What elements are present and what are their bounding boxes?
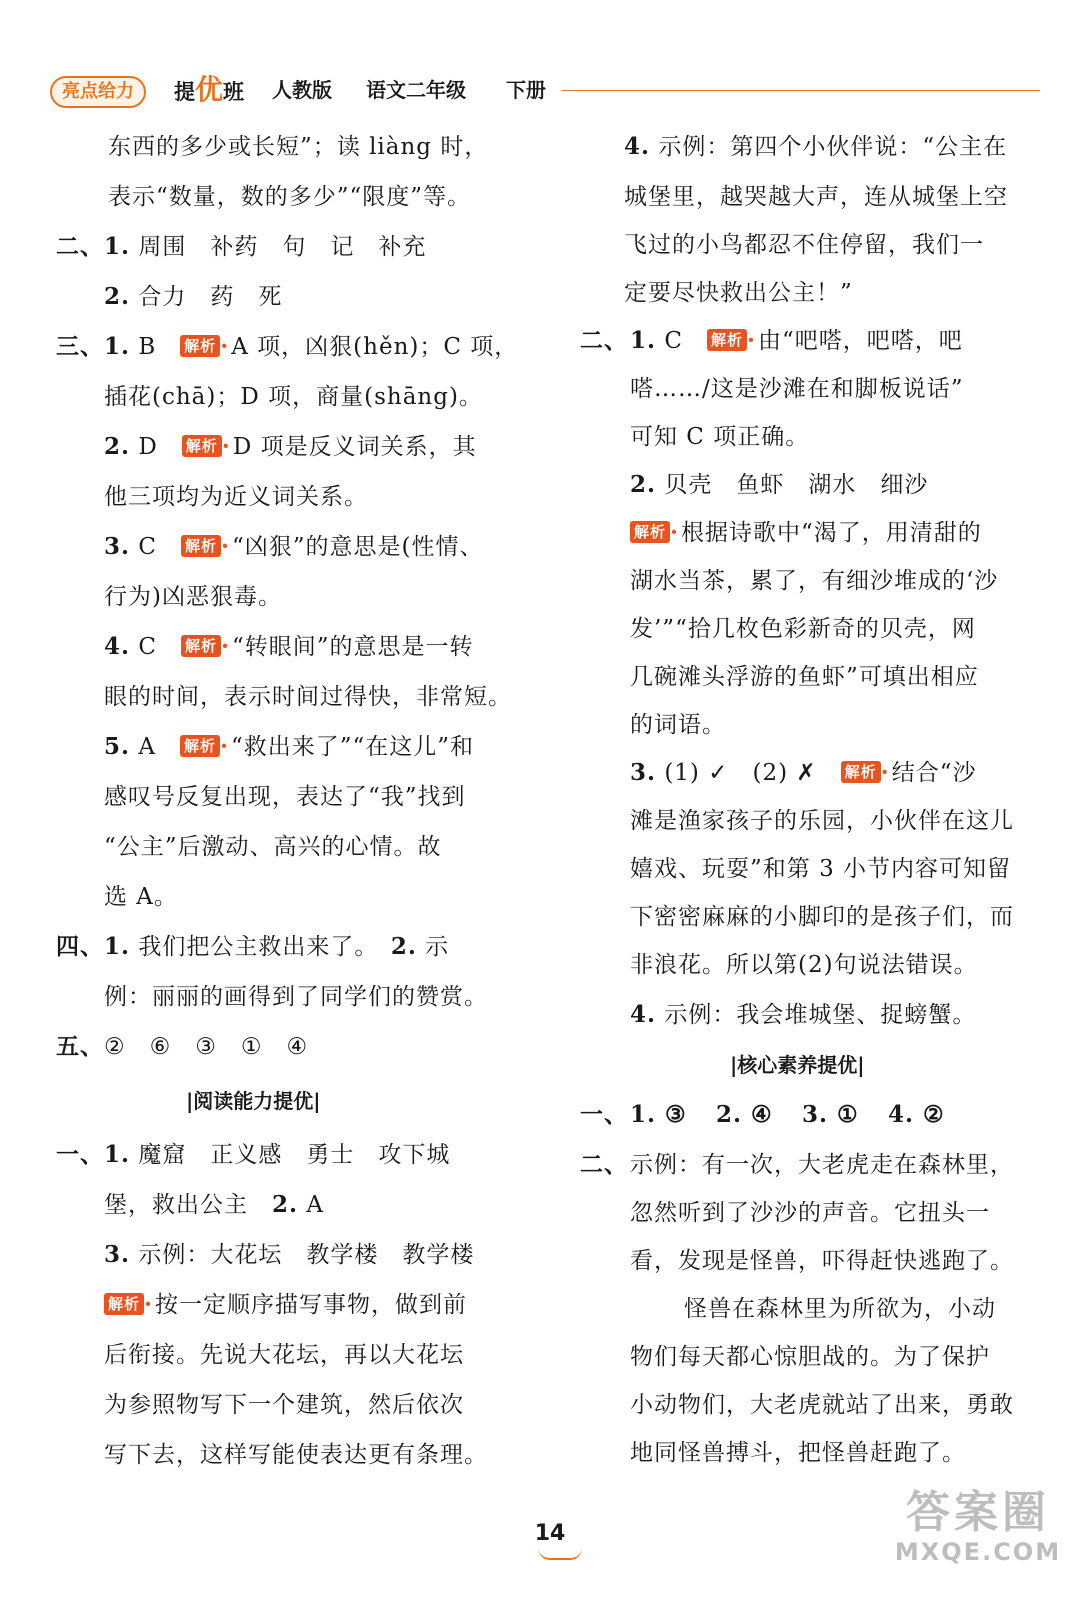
answer-line: 城堡里，越哭越大声，连从城堡上空 (624, 184, 1008, 210)
answer-item: 4. C 解析 ·“转眼间”的意思是一转 (104, 633, 474, 660)
page-number-arc (538, 1548, 582, 1560)
answer-line: 他三项均为近义词关系。 (104, 484, 368, 510)
analysis-tag: 解析 (630, 521, 670, 543)
answer-item: 1. C 解析 ·由“吧嗒，吧嗒，吧 (630, 327, 963, 354)
answer-item: 示例：有一次，大老虎走在森林里， (630, 1152, 1014, 1178)
answer-item: 2. 贝壳 鱼虾 湖水 细沙 (630, 471, 929, 498)
section-label: 三、 (56, 333, 104, 360)
answer-line: 后衔接。先说大花坛，再以大花坛 (104, 1342, 464, 1368)
section-label: 二、 (580, 1151, 628, 1178)
answer-line: 解析 ·根据诗歌中“渴了，用清甜的 (630, 518, 982, 548)
answer-line: 写下去，这样写能使表达更有条理。 (104, 1442, 488, 1468)
answer-line: 眼的时间，表示时间过得快，非常短。 (104, 684, 512, 710)
answer-line: 嬉戏、玩耍”和第 3 小节内容可知留 (630, 856, 1012, 882)
answer-line: 怪兽在森林里为所欲为，小动 (684, 1296, 996, 1322)
answer-item: 1. 我们把公主救出来了。 2. 示 (104, 933, 450, 960)
answer-line: “公主”后激动、高兴的心情。故 (104, 834, 442, 860)
answer-item: 2. D 解析 ·D 项是反义词关系，其 (104, 433, 477, 460)
subject-label: 语文二年级 (366, 78, 466, 102)
answer-item: 2. ④ (716, 1101, 773, 1128)
answer-line: 定要尽快救出公主！” (624, 280, 853, 306)
watermark (888, 1488, 1068, 1566)
series-logo: 亮点给力 (50, 76, 146, 108)
answer-item: 3. ① (802, 1101, 859, 1128)
answer-item: 1. ③ (630, 1101, 687, 1128)
page-header (50, 72, 1040, 112)
answer-item: 4. 示例：第四个小伙伴说：“公主在 (624, 133, 1008, 160)
section-label: 二、 (580, 327, 628, 354)
answer-line: 解析 ·按一定顺序描写事物，做到前 (104, 1290, 467, 1320)
section-label: 五、 (56, 1033, 104, 1060)
brand-title: 提优班 (174, 73, 245, 106)
answer-item: 5. A 解析 ·“救出来了”“在这儿”和 (104, 733, 475, 760)
answer-item: 堡，救出公主 2. A (104, 1191, 324, 1218)
answer-line: 发’”“拾几枚色彩新奇的贝壳，网 (630, 616, 976, 642)
answer-line: 嗒……/这是沙滩在和脚板说话” (630, 376, 964, 402)
answer-item: 2. 合力 药 死 (104, 283, 283, 310)
answer-line: 行为)凶恶狠毒。 (104, 584, 282, 610)
answer-line: 物们每天都心惊胆战的。为了保护 (630, 1344, 990, 1370)
volume-label: 下册 (506, 78, 546, 102)
analysis-tag: 解析 (180, 735, 220, 757)
answer-line: 可知 C 项正确。 (630, 424, 810, 450)
section-heading: |阅读能力提优| (186, 1089, 321, 1113)
answer-item: 3. 示例：大花坛 教学楼 教学楼 (104, 1241, 475, 1268)
answer-line: 小动物们，大老虎就站了出来，勇敢 (630, 1392, 1014, 1418)
answer-line: 插花(chā)；D 项，商量(shāng)。 (104, 384, 483, 410)
answer-line: 滩是渔家孩子的乐园，小伙伴在这儿 (630, 808, 1014, 834)
answer-line: 下密密麻麻的小脚印的是孩子们，而 (630, 904, 1014, 930)
answer-item: 4. ② (888, 1101, 945, 1128)
analysis-tag: 解析 (181, 535, 221, 557)
section-label: 一、 (56, 1141, 104, 1168)
edition-label: 人教版 (272, 78, 332, 102)
answer-line: 为参照物写下一个建筑，然后依次 (104, 1392, 464, 1418)
page-number: 14 (534, 1521, 566, 1546)
answer-line: 几碗滩头浮游的鱼虾”可填出相应 (630, 664, 979, 690)
answer-line: 非浪花。所以第(2)句说法错误。 (630, 952, 978, 978)
header-rule (562, 90, 1040, 91)
answer-item: 4. 示例：我会堆城堡、捉螃蟹。 (630, 1001, 977, 1028)
section-label: 二、 (56, 233, 104, 260)
answer-item: 1. 周围 补药 句 记 补充 (104, 233, 427, 260)
analysis-tag: 解析 (182, 435, 222, 457)
answer-line: 地同怪兽搏斗，把怪兽赶跑了。 (630, 1440, 966, 1466)
analysis-tag: 解析 (841, 761, 881, 783)
answer-line: 飞过的小鸟都忍不住停留，我们一 (624, 232, 984, 258)
section-heading: |核心素养提优| (730, 1053, 865, 1077)
answer-item: 1. B 解析 ·A 项，凶狠(hěn)；C 项， (104, 333, 519, 360)
answer-line: 看，发现是怪兽，吓得赶快逃跑了。 (630, 1248, 1014, 1274)
section-label: 一、 (580, 1101, 628, 1128)
answer-item: 3. C 解析 ·“凶狠”的意思是(性情、 (104, 533, 484, 560)
answer-line: 东西的多少或长短”；读 liàng 时， (108, 134, 489, 160)
analysis-tag: 解析 (707, 329, 747, 351)
watermark-bottom: MXQE.COM (894, 1538, 1062, 1566)
watermark-top: 答案圈 (906, 1487, 1050, 1538)
answer-item: 3. (1) ✓ (2) ✗ 解析 ·结合“沙 (630, 759, 977, 786)
analysis-tag: 解析 (180, 335, 220, 357)
answer-line: 忽然听到了沙沙的声音。它扭头一 (630, 1200, 990, 1226)
answer-line: 例：丽丽的画得到了同学们的赞赏。 (104, 984, 488, 1010)
answer-item: 1. 魔窟 正义感 勇士 攻下城 (104, 1141, 451, 1168)
answer-line: 表示“数量，数的多少”“限度”等。 (108, 184, 472, 210)
answer-line: 选 A。 (104, 884, 178, 910)
answer-line: 湖水当茶，累了，有细沙堆成的‘沙 (630, 568, 999, 594)
answer-item: ② ⑥ ③ ① ④ (104, 1034, 309, 1060)
analysis-tag: 解析 (181, 635, 221, 657)
answer-line: 的词语。 (630, 712, 726, 738)
section-label: 四、 (56, 933, 104, 960)
answer-line: 感叹号反复出现，表达了“我”找到 (104, 784, 466, 810)
analysis-tag: 解析 (104, 1293, 144, 1315)
